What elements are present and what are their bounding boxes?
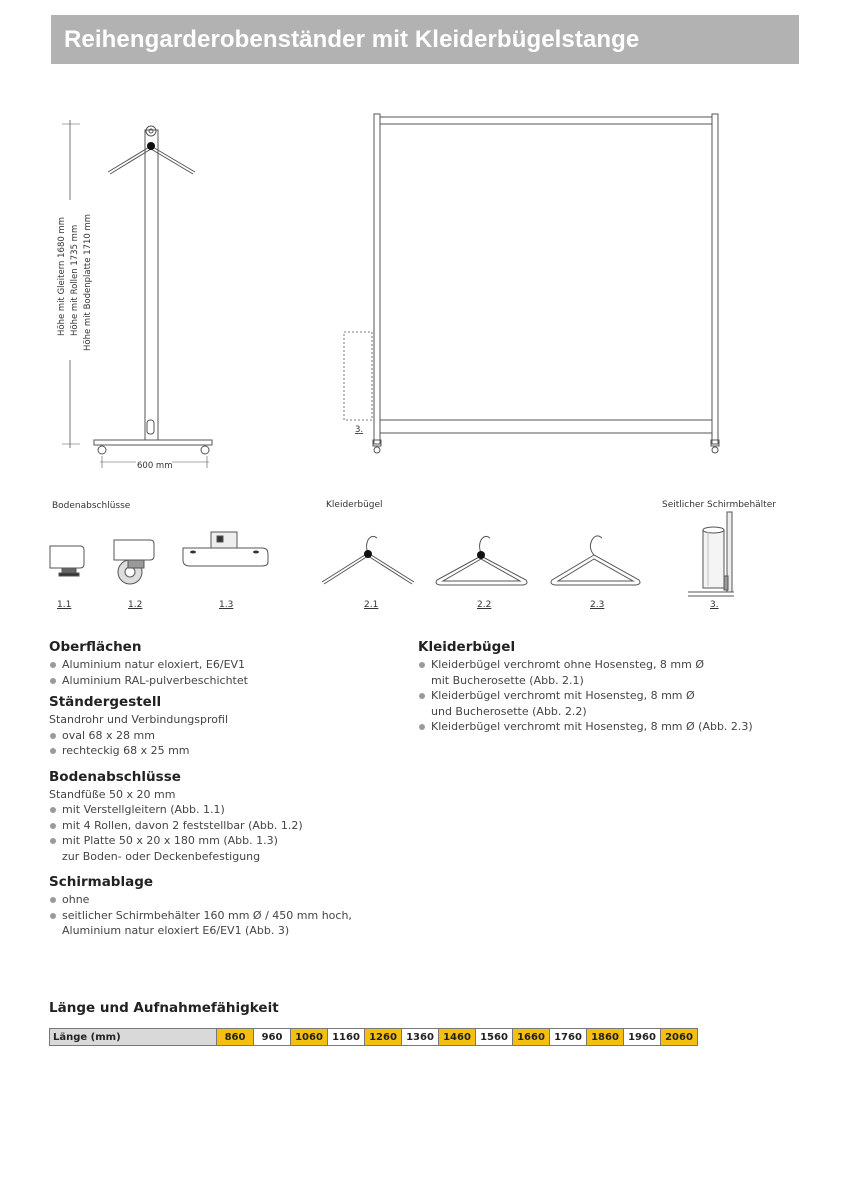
section-staendergestell bbox=[49, 694, 409, 759]
front-view-drawing bbox=[344, 114, 719, 453]
height-label-rollen: Höhe mit Rollen 1735 mm bbox=[70, 224, 80, 336]
length-cell: 1960 bbox=[624, 1029, 661, 1046]
length-cell: 1460 bbox=[439, 1029, 476, 1046]
length-cell: 1560 bbox=[476, 1029, 513, 1046]
list-item: Kleiderbügel verchromt mit Hosensteg, 8 mm Ø bbox=[418, 688, 778, 704]
umbrella-holder-figure bbox=[688, 512, 734, 596]
list-item: ohne bbox=[49, 892, 409, 908]
caption-kleiderbuegel: Kleiderbügel bbox=[326, 500, 383, 510]
height-label-gleiter: Höhe mit Gleitern 1680 mm bbox=[57, 216, 67, 336]
list-item: Aluminium natur eloxiert, E6/EV1 bbox=[49, 657, 409, 673]
length-cell: 1060 bbox=[291, 1029, 328, 1046]
length-cell: 1860 bbox=[587, 1029, 624, 1046]
heading-kleiderbuegel: Kleiderbügel bbox=[418, 639, 516, 655]
hanger-with-bar-rosette-figure bbox=[436, 536, 527, 585]
list-item: mit Verstellgleitern (Abb. 1.1) bbox=[49, 802, 409, 818]
hanger-with-bar-figure bbox=[551, 536, 640, 585]
length-row-label: Länge (mm) bbox=[50, 1029, 217, 1046]
table-row bbox=[50, 1029, 698, 1046]
hanger-without-bar-figure bbox=[322, 536, 414, 584]
page-title: Reihengarderobenständer mit Kleiderbügelstange bbox=[64, 26, 640, 53]
heading-staendergestell: Ständergestell bbox=[49, 694, 162, 710]
figure-number-1-2: 1.2 bbox=[128, 600, 143, 610]
figure-number-2-2: 2.2 bbox=[477, 600, 492, 610]
length-cell: 960 bbox=[254, 1029, 291, 1046]
length-cell: 1660 bbox=[513, 1029, 550, 1046]
length-cell: 860 bbox=[217, 1029, 254, 1046]
figure-number-1-1: 1.1 bbox=[57, 600, 72, 610]
length-cell: 1760 bbox=[550, 1029, 587, 1046]
caption-schirmbehaelter: Seitlicher Schirmbehälter bbox=[662, 500, 776, 510]
list-item-continuation: Aluminium natur eloxiert E6/EV1 (Abb. 3) bbox=[62, 924, 290, 937]
list-item: oval 68 x 28 mm bbox=[49, 728, 409, 744]
list-item-continuation: mit Bucherosette (Abb. 2.1) bbox=[431, 673, 584, 687]
figure-number-3: 3. bbox=[710, 600, 719, 610]
length-table-title: Länge und Aufnahmefähigkeit bbox=[49, 1000, 279, 1016]
glider-foot-figure bbox=[50, 546, 84, 576]
length-cell: 1360 bbox=[402, 1029, 439, 1046]
list-item: Kleiderbügel verchromt ohne Hosensteg, 8 mm Ø bbox=[418, 657, 778, 673]
section-bodenabschluesse bbox=[49, 769, 409, 865]
length-table bbox=[49, 1028, 698, 1046]
subheading-staendergestell: Standrohr und Verbindungsprofil bbox=[49, 713, 229, 726]
list-item-continuation: zur Boden- oder Deckenbefestigung bbox=[62, 849, 261, 863]
height-label-bodenplatte: Höhe mit Bodenplatte 1710 mm bbox=[83, 213, 93, 351]
list-item: Aluminium RAL-pulverbeschichtet bbox=[49, 673, 409, 689]
list-item: seitlicher Schirmbehälter 160 mm Ø / 450 mm hoch, bbox=[49, 908, 409, 924]
list-item: Kleiderbügel verchromt mit Hosensteg, 8 mm Ø (Abb. 2.3) bbox=[418, 719, 778, 735]
heading-schirmablage: Schirmablage bbox=[49, 874, 154, 890]
section-schirmablage bbox=[49, 874, 409, 939]
list-item: mit Platte 50 x 20 x 180 mm (Abb. 1.3) bbox=[49, 833, 409, 849]
figure-number-2-3: 2.3 bbox=[590, 600, 605, 610]
figure-number-2-1: 2.1 bbox=[364, 600, 379, 610]
left-column bbox=[49, 639, 409, 949]
length-cell: 2060 bbox=[661, 1029, 698, 1046]
front-view-label: 3. bbox=[355, 425, 364, 435]
length-cell: 1160 bbox=[328, 1029, 365, 1046]
subheading-bodenabschluesse: Standfüße 50 x 20 mm bbox=[49, 787, 176, 801]
width-label: 600 mm bbox=[137, 461, 173, 471]
list-item: mit 4 Rollen, davon 2 feststellbar (Abb. 1.2) bbox=[49, 818, 409, 834]
section-kleiderbuegel bbox=[418, 639, 778, 735]
figure-number-1-3: 1.3 bbox=[219, 600, 234, 610]
castor-foot-figure bbox=[114, 540, 154, 584]
right-column bbox=[418, 639, 778, 745]
heading-oberflaechen: Oberflächen bbox=[49, 639, 142, 655]
heading-bodenabschluesse: Bodenabschlüsse bbox=[49, 768, 181, 785]
list-item-continuation: und Bucherosette (Abb. 2.2) bbox=[431, 704, 587, 718]
section-oberflaechen bbox=[49, 639, 409, 688]
list-item: rechteckig 68 x 25 mm bbox=[49, 743, 409, 759]
base-plate-figure bbox=[183, 532, 268, 566]
caption-bodenabschluesse: Bodenabschlüsse bbox=[52, 501, 131, 511]
length-cell: 1260 bbox=[365, 1029, 402, 1046]
